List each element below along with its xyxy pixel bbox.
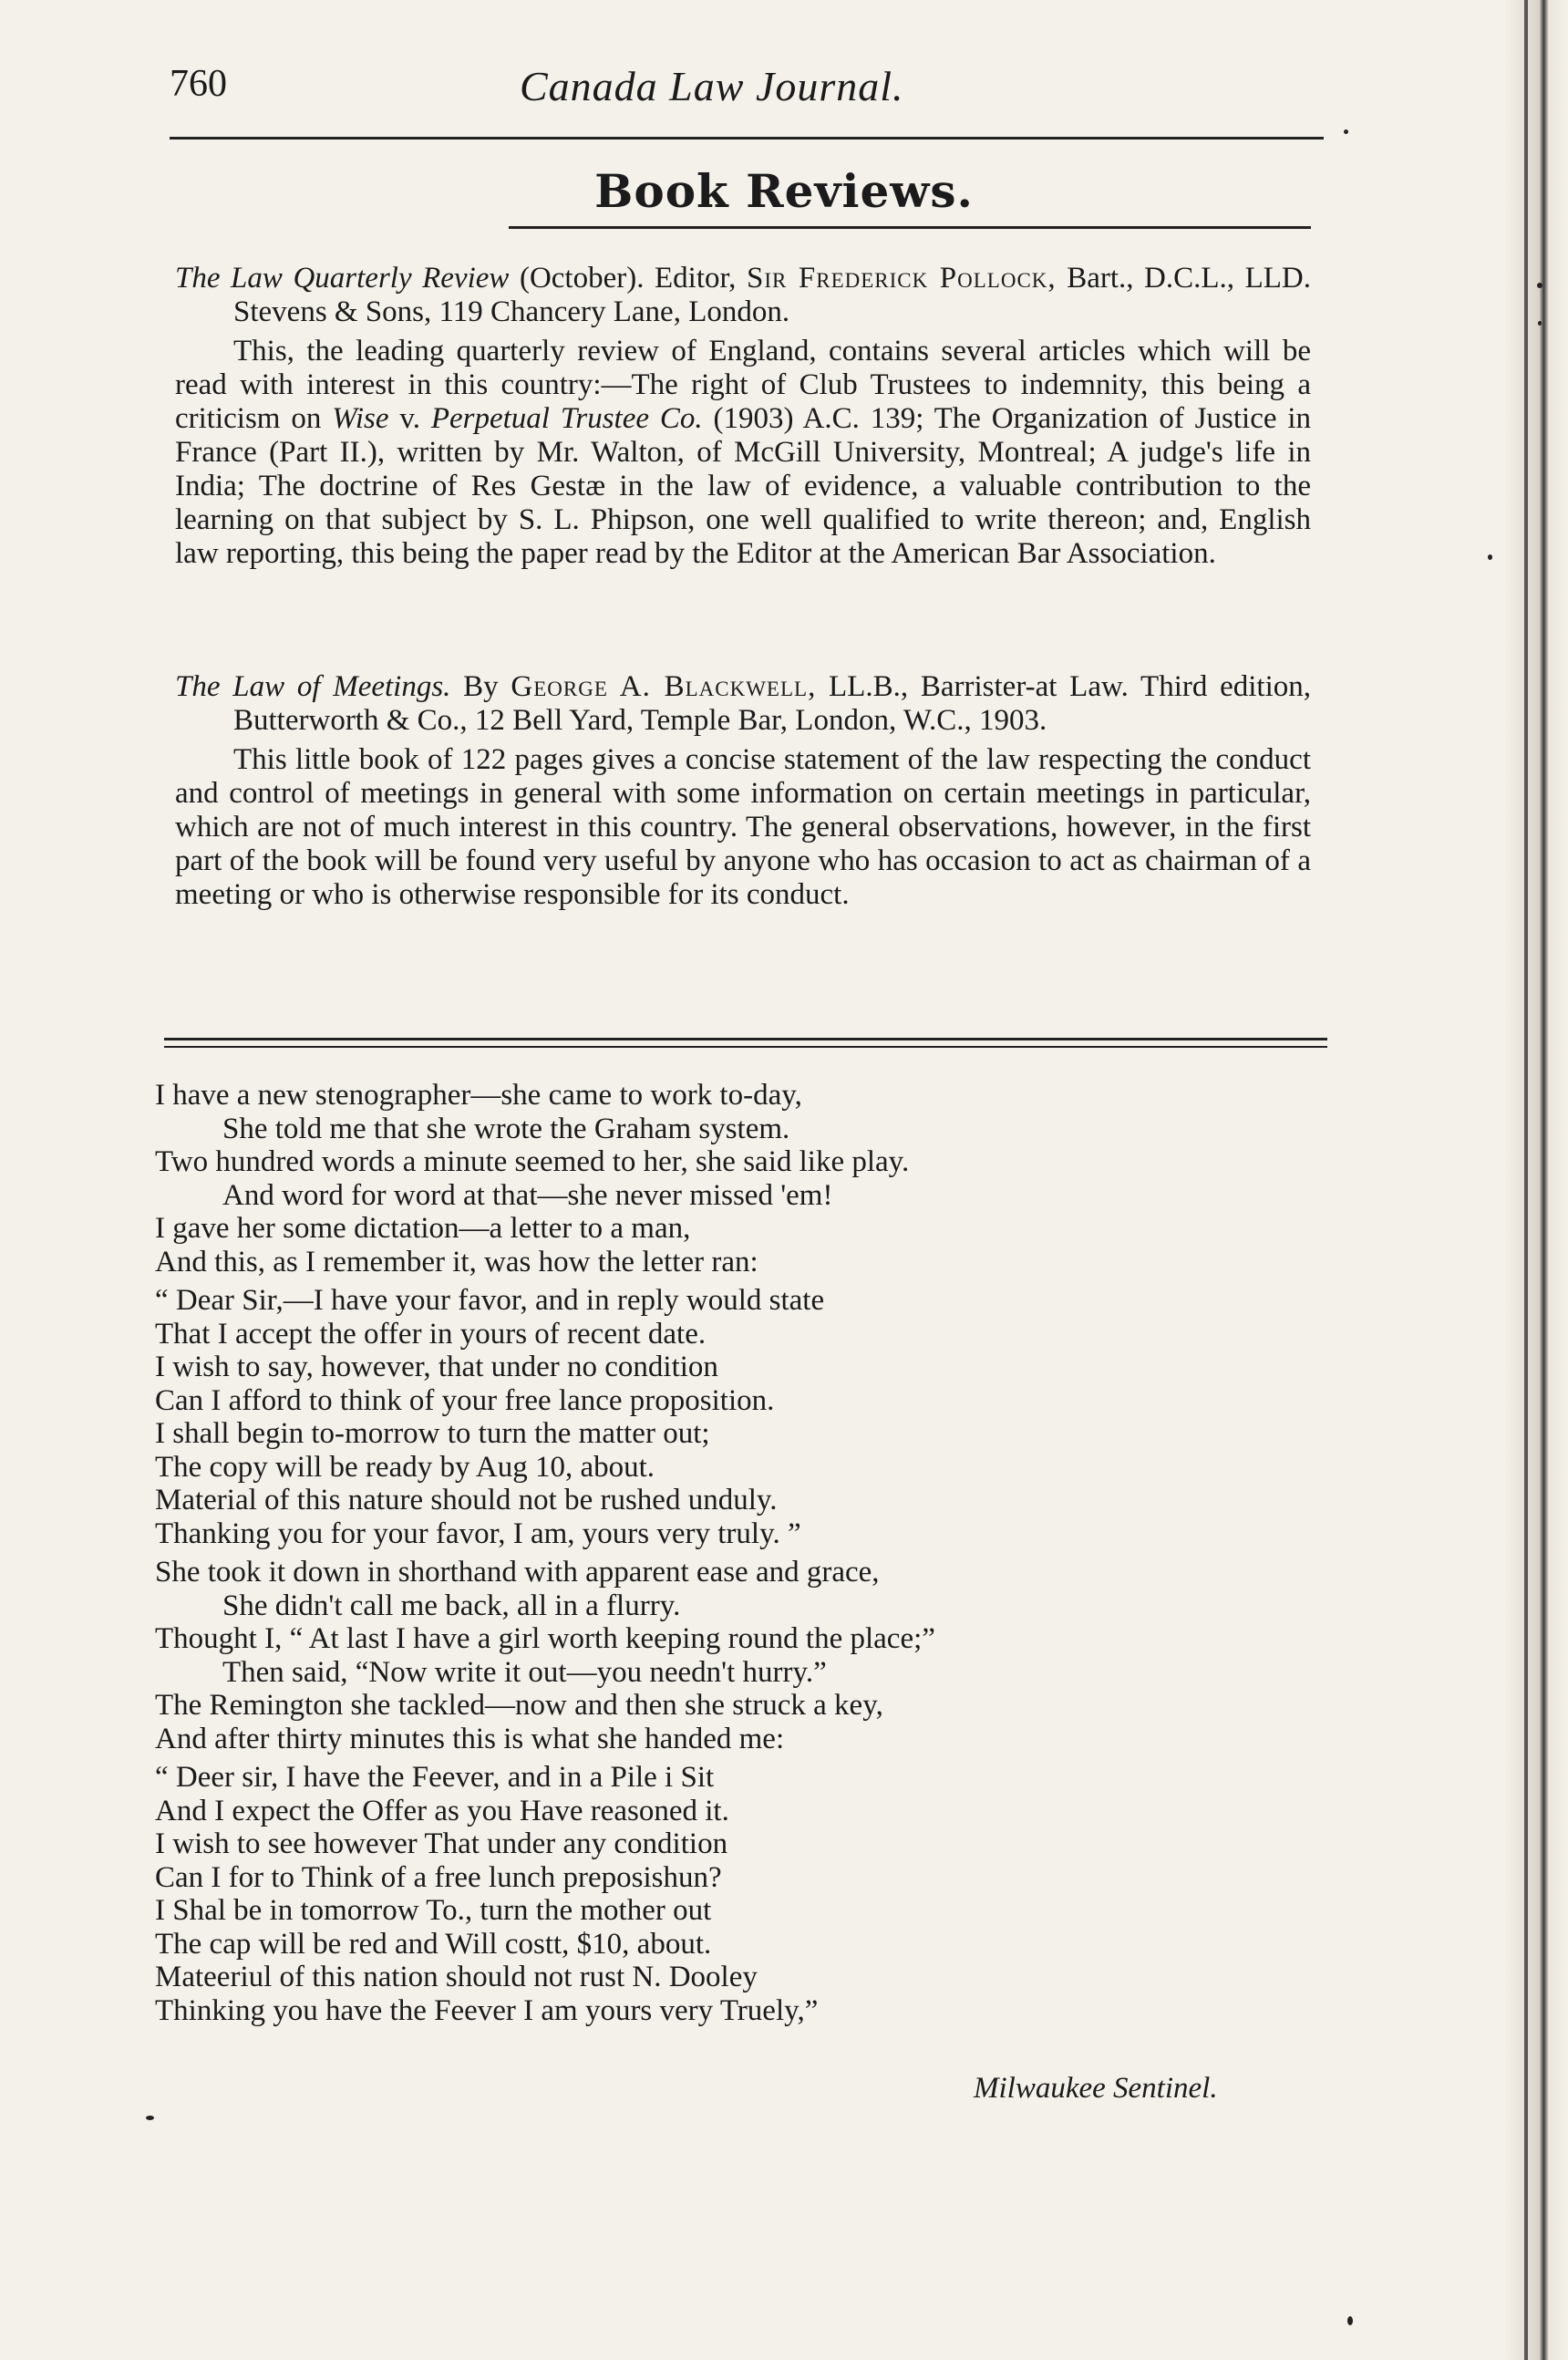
case-name: Wise bbox=[332, 402, 389, 435]
double-rule-top bbox=[164, 1038, 1327, 1040]
header-rule bbox=[170, 137, 1324, 140]
poem-line: And this, as I remember it, was how the letter ran: bbox=[155, 1245, 758, 1278]
page-number: 760 bbox=[170, 63, 227, 105]
review-author: George A. Blackwell, bbox=[511, 670, 817, 703]
poem-line: Material of this nature should not be rushed unduly. bbox=[155, 1484, 778, 1516]
poem-line: And after thirty minutes this is what she handed me: bbox=[155, 1722, 785, 1755]
review-law-of-meetings bbox=[175, 670, 1311, 912]
review-law-quarterly bbox=[175, 262, 1311, 571]
poem-line: The cap will be red and Will costt, $10, about. bbox=[155, 1927, 712, 1961]
section-title: Book Reviews. bbox=[594, 164, 974, 218]
poem-line: The copy will be ready by Aug 10, about. bbox=[155, 1450, 655, 1484]
poem-line: She told me that she wrote the Graham system. bbox=[222, 1112, 790, 1145]
review-body bbox=[175, 743, 1311, 912]
page-edge-line bbox=[1524, 0, 1528, 2360]
poem-line: Thanking you for your favor, I am, yours very truly. ” bbox=[155, 1516, 801, 1550]
poem-line: That I accept the offer in yours of recent date. bbox=[155, 1317, 707, 1351]
poem-line: I Shal be in tomorrow To., turn the mother out bbox=[155, 1894, 712, 1927]
review-heading-text: (October). Editor, bbox=[509, 262, 747, 295]
ink-speck bbox=[1538, 321, 1542, 326]
review-heading bbox=[175, 262, 1311, 329]
review-heading-text: By bbox=[450, 670, 511, 703]
review-title: The Law Quarterly Review bbox=[175, 262, 510, 295]
poem bbox=[155, 1079, 1340, 2027]
poem-line: Thinking you have the Feever I am yours very Truely,” bbox=[155, 1993, 819, 2027]
poem-line: Mateeriul of this nation should not rust N. Dooley bbox=[155, 1961, 758, 1993]
review-title: The Law of Meetings. bbox=[175, 670, 451, 703]
poem-line: I wish to say, however, that under no condition bbox=[155, 1351, 718, 1383]
double-rule-bottom bbox=[164, 1046, 1327, 1048]
poem-line: She didn't call me back, all in a flurry. bbox=[222, 1589, 681, 1622]
poem-line: “ Deer sir, I have the Feever, and in a Pile i Sit bbox=[155, 1761, 715, 1794]
ink-speck bbox=[1347, 2316, 1353, 2325]
poem-line: I gave her some dictation—a letter to a man, bbox=[155, 1212, 691, 1245]
page-edge-shadow bbox=[1504, 0, 1568, 2360]
review-editor: Sir Frederick Pollock, bbox=[746, 262, 1057, 295]
ink-speck bbox=[1344, 129, 1348, 134]
section-rule bbox=[509, 226, 1311, 229]
review-body-text: This, the leading quarterly review of England, contains several articles which will be read with interest in this country:—The right of Club Trustees to indemnity, this being a criticism on bbox=[175, 335, 1311, 435]
poem-line: Can I afford to think of your free lance proposition. bbox=[155, 1383, 775, 1417]
poem-line: And word for word at that—she never missed 'em! bbox=[222, 1178, 833, 1212]
review-body-text: This little book of 122 pages gives a concise statement of the law respecting the conduct and control of meetings in general with some information on certain meetings in particular, which are not of much interest in this country. The general observations, however, in the first part of the book will be found very useful by anyone who has occasion to act as chairman of a meeting or who is otherwise responsible for its conduct. bbox=[175, 743, 1311, 911]
poem-line: “ Dear Sir,—I have your favor, and in reply would state bbox=[155, 1284, 825, 1317]
poem-line: Then said, “Now write it out—you needn't hurry.” bbox=[222, 1655, 827, 1689]
case-name: Perpetual Trustee Co. bbox=[430, 402, 703, 435]
ink-speck bbox=[1537, 283, 1542, 288]
poem-line: Thought I, “ At last I have a girl worth keeping round the place;” bbox=[155, 1622, 935, 1655]
poem-line: And I expect the Offer as you Have reasoned it. bbox=[155, 1794, 729, 1827]
review-heading-text: Bart., D.C.L., LLD. Stevens & Sons, 119 Chancery Lane, London. bbox=[233, 262, 1311, 328]
review-heading-text: LL.B., Barrister-at Law. Third edition, Butterworth & Co., 12 Bell Yard, Temple Bar, London, W.C., 1903. bbox=[233, 670, 1311, 737]
review-body-text: v. bbox=[388, 402, 431, 435]
poem-line: Two hundred words a minute seemed to her, she said like play. bbox=[155, 1145, 910, 1178]
poem-line: I wish to see however That under any condition bbox=[155, 1827, 728, 1860]
review-body bbox=[175, 335, 1311, 571]
poem-line: She took it down in shorthand with apparent ease and grace, bbox=[155, 1556, 880, 1589]
ink-speck bbox=[1488, 554, 1492, 560]
poem-line: I have a new stenographer—she came to work to-day, bbox=[155, 1079, 802, 1112]
poem-line: The Remington she tackled—now and then she struck a key, bbox=[155, 1689, 883, 1722]
running-title: Canada Law Journal. bbox=[520, 63, 904, 109]
poem-line: Can I for to Think of a free lunch preposishun? bbox=[155, 1860, 722, 1894]
review-heading bbox=[175, 670, 1311, 738]
poem-line: I shall begin to-morrow to turn the matter out; bbox=[155, 1417, 710, 1450]
review-body-text: (1903) A.C. 139; The Organization of Justice in France (Part II.), written by Mr. Walton, of McGill University, Montreal; A judge's life in India; The doctrine of Res Gestæ in the law of evidence, a valuable contribution to the learning on that subject by S. L. Phipson, one well qualified to write thereon; and, English law reporting, this being the paper read by the Editor at the American Bar Association. bbox=[175, 402, 1312, 570]
page-header bbox=[164, 62, 1322, 126]
poem-attribution: Milwaukee Sentinel. bbox=[974, 2072, 1218, 2105]
ink-speck bbox=[146, 2116, 154, 2120]
